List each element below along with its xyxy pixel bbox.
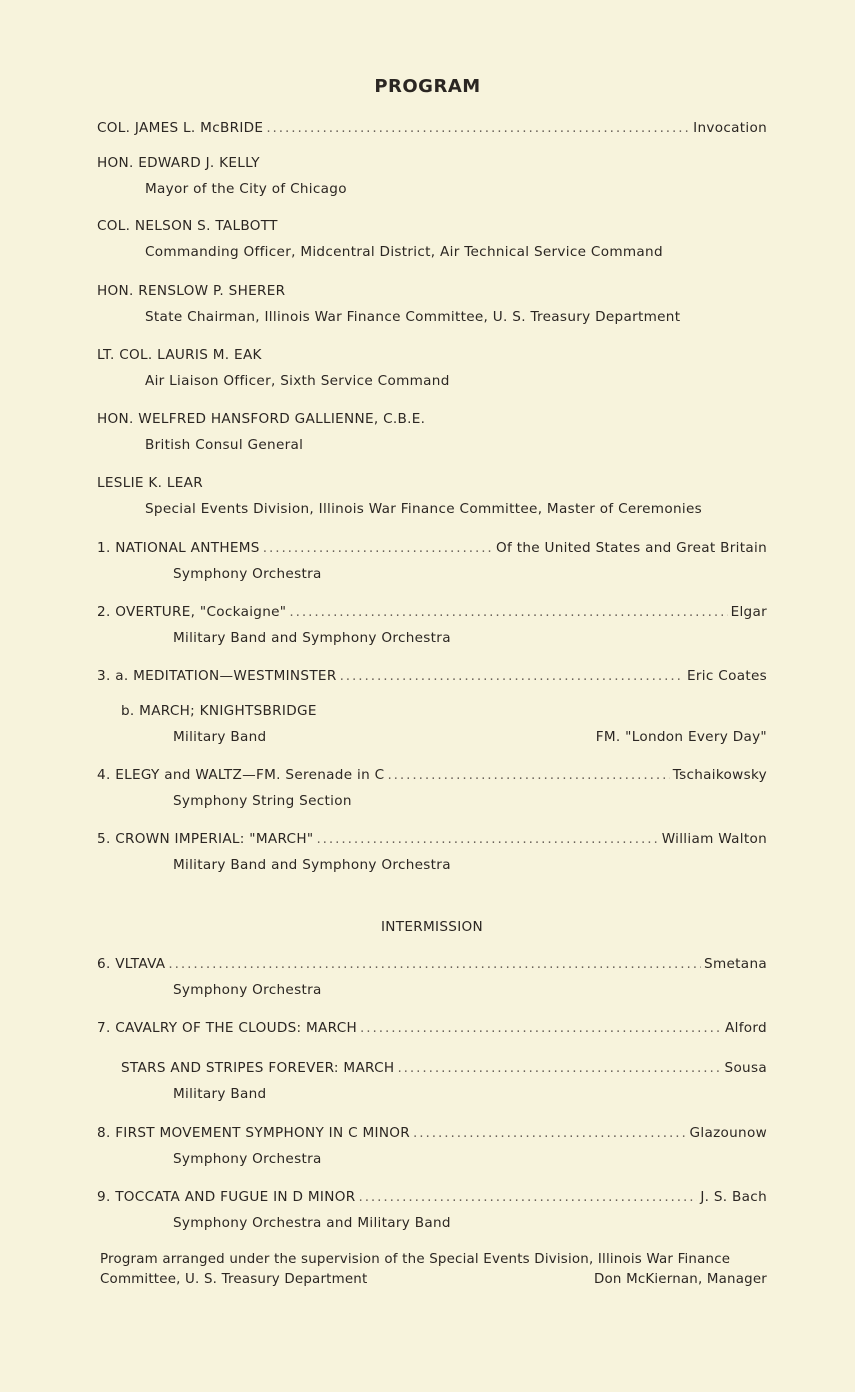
item-composer: William Walton (661, 831, 767, 847)
speaker-name: HON. RENSLOW P. SHERER (97, 283, 286, 299)
item-performer: Military Band and Symphony Orchestra (173, 857, 451, 873)
speaker-role: Mayor of the City of Chicago (145, 181, 347, 197)
speaker-role: State Chairman, Illinois War Finance Committee, U. S. Treasury Department (145, 309, 681, 325)
item-title: STARS AND STRIPES FOREVER: MARCH (121, 1060, 395, 1076)
speaker-role: Commanding Officer, Midcentral District, Air Technical Service Command (145, 244, 663, 260)
item-performer: Military Band (173, 1086, 267, 1102)
item-title: 7. CAVALRY OF THE CLOUDS: MARCH (97, 1020, 358, 1036)
item-title: 4. ELEGY and WALTZ—FM. Serenade in C (97, 767, 385, 783)
footer-credits (100, 1250, 767, 1290)
intermission-heading: INTERMISSION (381, 919, 483, 935)
item-title: 8. FIRST MOVEMENT SYMPHONY IN C MINOR (97, 1125, 411, 1141)
item-composer: Elgar (730, 604, 767, 620)
item-performer: Symphony Orchestra (173, 1151, 322, 1167)
speaker-name: COL. JAMES L. McBRIDE (97, 120, 264, 136)
program-item-2 (97, 599, 767, 651)
item-composer: J. S. Bach (700, 1189, 767, 1205)
program-item-7 (97, 1015, 767, 1041)
item-performer: Symphony Orchestra (173, 982, 322, 998)
item-title: 9. TOCCATA AND FUGUE IN D MINOR (97, 1189, 356, 1205)
item-title: 2. OVERTURE, "Cockaigne" (97, 604, 287, 620)
program-item-7b (97, 1055, 767, 1107)
program-item-8 (97, 1120, 767, 1172)
item-performer: Symphony String Section (173, 793, 352, 809)
item-composer: Glazounow (689, 1125, 767, 1141)
speaker-role-right: Invocation (693, 120, 767, 136)
footer-line-1: Program arranged under the supervision of the Special Events Division, Illinois War Finance (100, 1252, 731, 1267)
item-title: 1. NATIONAL ANTHEMS (97, 540, 260, 556)
speaker-name: LT. COL. LAURIS M. EAK (97, 347, 262, 363)
item-performer: Military Band (173, 729, 267, 745)
item-composer: Tschaikowsky (672, 767, 767, 783)
speaker-kelly (97, 150, 767, 202)
program-item-1 (97, 535, 767, 587)
program-item-5 (97, 826, 767, 878)
speaker-name: COL. NELSON S. TALBOTT (97, 218, 278, 234)
speaker-role: Air Liaison Officer, Sixth Service Command (145, 373, 450, 389)
speaker-gallienne (97, 406, 767, 458)
speaker-role: British Consul General (145, 437, 304, 453)
speaker-eak (97, 342, 767, 394)
program-item-4 (97, 762, 767, 814)
item-performer: Symphony Orchestra (173, 566, 322, 582)
item-composer: Of the United States and Great Britain (495, 540, 767, 556)
item-composer: Eric Coates (687, 668, 767, 684)
item-performer: Military Band and Symphony Orchestra (173, 630, 451, 646)
item-composer: Smetana (704, 956, 767, 972)
speaker-name: LESLIE K. LEAR (97, 475, 203, 491)
speaker-role: Special Events Division, Illinois War Finance Committee, Master of Ceremonies (145, 501, 703, 517)
item-performer: Symphony Orchestra and Military Band (173, 1215, 451, 1231)
speaker-name: HON. EDWARD J. KELLY (97, 155, 260, 171)
speaker-sherer (97, 278, 767, 330)
item-title: b. MARCH; KNIGHTSBRIDGE (121, 703, 317, 719)
program-item-6 (97, 951, 767, 1003)
item-title: 5. CROWN IMPERIAL: "MARCH" (97, 831, 314, 847)
item-note: FM. "London Every Day" (595, 729, 767, 745)
item-title: 6. VLTAVA (97, 956, 166, 972)
item-title: 3. a. MEDITATION—WESTMINSTER (97, 668, 337, 684)
item-composer: Sousa (724, 1060, 767, 1076)
footer-manager: Don McKiernan, Manager (594, 1272, 767, 1287)
item-composer: Alford (725, 1020, 767, 1036)
page-title: PROGRAM (374, 76, 481, 97)
speaker-lear (97, 470, 767, 522)
program-item-3a (97, 663, 767, 689)
footer-line-2-left: Committee, U. S. Treasury Department (100, 1272, 368, 1287)
speaker-mcbride (97, 115, 767, 141)
speaker-talbott (97, 213, 767, 265)
program-item-3b (97, 698, 767, 750)
speaker-name: HON. WELFRED HANSFORD GALLIENNE, C.B.E. (97, 411, 426, 427)
program-item-9 (97, 1184, 767, 1236)
